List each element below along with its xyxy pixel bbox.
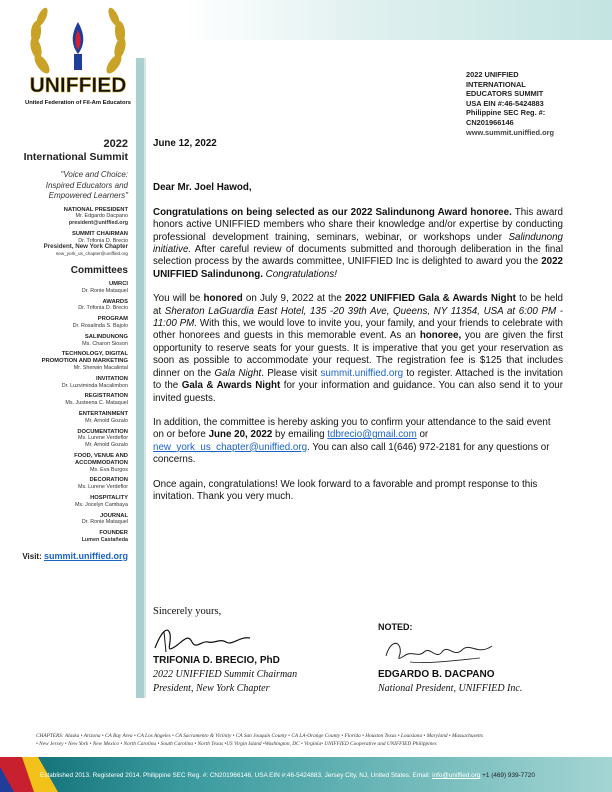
committee-name: Ms. Charon Sioson [82,340,128,347]
chapters-list [36,733,576,748]
p1-italic: Salindunong initiative. [153,231,563,256]
p1-bold-lead: Congratulations on being selected as our 2022 Salindunong Award honoree. [153,206,512,218]
p2-bold: Gala & Awards Night [181,380,281,392]
p1-closing: Congratulations! [262,268,338,280]
committee-role: UMRCI [109,281,128,288]
committee-role: JOURNAL [99,512,128,519]
committee-role: INVITATION [96,375,128,382]
org-info-line: USA EIN #:46-5424883 [466,98,544,108]
committees-heading: Committees [70,265,128,277]
signer-title: 2022 UNIFFIED Summit Chairman [153,669,298,680]
p2-text: to register. Attached is the invitation to the [153,367,563,392]
closing-noted: NOTED: [378,622,413,632]
org-info-line: CN201966146 [466,117,514,127]
p2-text: to be held at [153,293,563,317]
p3-email-link[interactable]: new_york_us_chapter@uniffied.org [153,441,308,453]
p2-text: You will be [153,293,204,305]
committee-name: Mr. Arnold Gozalo [85,417,128,424]
sidebar-summit-title: International Summit [23,151,128,163]
p3-deadline: June 20, 2022 [208,429,273,441]
footer-phone: +1 (469) 939-7720 [480,772,535,779]
p2-text: on July 9, 2022 at the [242,293,345,305]
committee-name: Ms. Lurene Verdeflor [77,484,128,491]
logo-tagline: United Federation of Fil-Am Educators [25,100,131,106]
p2-bold: honoree, [419,330,462,342]
letter-paragraph-3 [153,417,563,467]
p2-register-link[interactable]: summit.uniffied.org [320,367,404,379]
leader-extra: President, New York Chapter [43,243,128,251]
signer-name: EDGARDO B. DACPANO [378,669,495,680]
p1-text: After careful review of documents submitted and thorough deliberation in the final selection process by the awards committee, UNIFFIED Inc is delighted to award you the [153,244,563,268]
sidebar [0,138,128,561]
visit-label: Visit: [22,551,42,561]
sidebar-visit [0,550,128,561]
p2-bold: 2022 UNIFFIED Gala & Awards Night [344,293,516,305]
p3-text: or [416,429,429,441]
p3-email-link[interactable]: tdbrecio@gmail.com [327,429,417,441]
letter-paragraph-2 [153,293,563,405]
leader-name: Dr. Trifonia D. Brecio [78,237,128,244]
leader-email[interactable]: new_york_us_chapter@uniffied.org [55,251,128,257]
vertical-accent-line [144,58,146,698]
logo-wordmark: UNIFFIED [29,74,127,97]
committee-role: ACCOMMODATION [74,459,128,466]
signer-title: President, New York Chapter [153,683,270,694]
sidebar-theme [0,170,128,202]
committee-name: Ms. Lurene Verdeflor [77,435,128,442]
org-info-line: 2022 UNIFFIED [466,70,519,79]
p2-text: you are given the first opportunity to reserve seats for your guests. It is imperative that you get your reservation as soon as possible to accommodate your request. The registration fee is $125 that includes dinner on the [153,330,563,379]
committee-name: Dr. Ronie Mataquel [81,519,128,526]
letter-salutation: Dear Mr. Joel Hawod, [153,182,252,194]
letter-date: June 12, 2022 [153,138,217,149]
leader-email[interactable]: president@uniffied.org [68,220,128,227]
committee-name: Mr. Sherwin Macalintal [73,365,128,372]
signer-name: TRIFONIA D. BRECIO, PhD [153,655,280,666]
letter-paragraph-1 [153,207,563,281]
committee-role: TECHNOLOGY, DIGITAL [61,351,128,358]
letter-paragraph-4: Once again, congratulations! We look forward to a favorable and prompt response to this invitation. Thank you very much. [153,478,538,502]
committee-role: PROGRAM [97,316,128,323]
p1-text: This award honors active UNIFFIED members who share their knowledge and/or expertise by conducting professional development training, seminars, webinar, or workshops under [153,206,563,243]
p2-italic: Gala Night [214,367,262,379]
org-info-line: EDUCATORS SUMMIT [466,89,544,99]
closing-sincerely: Sincerely yours, [153,606,222,617]
committee-name: Dr. Trifonia D. Brecio [78,305,128,312]
p2-text: . Please visit [261,367,321,379]
leader-role: SUMMIT CHAIRMAN [71,230,128,237]
p2-venue: Sheraton LaGuardia East Hotel, 135 -20 39th Ave, Queens, NY 11354, USA at 6:00 PM - 11:00 PM. [153,305,563,330]
visit-link[interactable]: summit.uniffied.org [44,550,128,561]
footer-info: Established 2013. Registered 2014. Philippine SEC Reg. #: CN201966146. USA EIN #:46-5424883. Jersey City, NJ, United States. Email: [40,772,433,779]
p2-text: With this, we would love to invite you, your family, and your friends to celebrate with other honorees and guests in this memorable event. As an [153,318,563,342]
committee-role: SALINDUNONG [84,333,128,340]
committee-role: DOCUMENTATION [77,428,128,435]
theme-line: Empowered Learners" [48,191,128,200]
chapters-line: CHAPTERS: Alaska • Arizona • CA Bay Area • CA Los Angeles • CA Sacramento & Vicinity • CA San Joaquin County • CA LA-Orange County • Florida • Houston Texas • Louisiana • Maryland • Massachusetts [36,733,483,739]
p3-text: . You can also call 1(646) 972-2181 for any questions or concerns. [153,441,550,466]
committee-role: ENTERTAINMENT [78,411,128,418]
p2-bold: honored [203,293,243,305]
chapters-line: • New Jersey • New York • New Mexico • North Carolina • South Carolina • North Texas •US Virgin Island •Washington, DC • Virginia• UNIFFIED Cooperative and UNIFFIED Philippines [36,740,437,747]
letter-body [153,138,563,515]
footer-email-link[interactable]: info@uniffied.org [432,772,481,779]
committee-name: Dr. Rosalinda S. Bajolo [72,323,128,330]
footer-text [40,772,610,779]
committee-role: HOSPITALITY [90,495,128,501]
signer-title: National President, UNIFFIED Inc. [378,683,523,694]
uniffied-logo [22,4,134,114]
committee-role: FOOD, VENUE AND [74,453,128,460]
committee-name: Dr. Luzviminda Macalimbon [61,382,128,389]
committee-name: Ms. Jocelyn Cambaya [74,501,128,508]
committee-name: Lumen Castañeda [81,536,128,543]
committee-role: DECORATION [89,477,128,484]
sidebar-year: 2022 [103,138,128,150]
leader-role: NATIONAL PRESIDENT [63,206,128,213]
committee-role: FOUNDER [99,530,128,537]
committee-role: PROMOTION AND MARKETING [41,358,128,365]
org-website-link[interactable]: www.summit.uniffied.org [466,127,555,137]
signature-dacpano [380,634,500,668]
org-info-block [466,70,606,137]
org-info-line: Philippine SEC Reg. #: [466,108,546,118]
leader-name: Mr. Edgardo Dacpano [75,213,128,220]
p1-award: 2022 UNIFFIED Salindunong. [153,256,563,280]
committee-role: REGISTRATION [84,393,128,400]
signer-dacpano [378,668,578,696]
committee-name: Mr. Arnold Gozalo [85,442,128,449]
p3-text: by emailing [272,429,328,441]
committee-name: Ms. Eva Burgos [89,466,128,473]
committee-name: Dr. Ronie Mataquel [81,287,128,294]
signer-brecio [153,654,353,696]
committee-role: AWARDS [102,298,128,305]
org-info-line: INTERNATIONAL [466,79,526,89]
theme-line: "Voice and Choice: [60,170,128,179]
p2-text: for your information and guidance. You can also send it to your invited guests. [153,380,564,404]
vertical-accent-bar [136,58,144,698]
p3-text: In addition, the committee is hereby asking you to confirm your attendance to the said event on or before [153,416,551,441]
theme-line: Inspired Educators and [45,180,128,190]
committee-name: Ms. Justeena C. Mataquel [65,400,128,407]
